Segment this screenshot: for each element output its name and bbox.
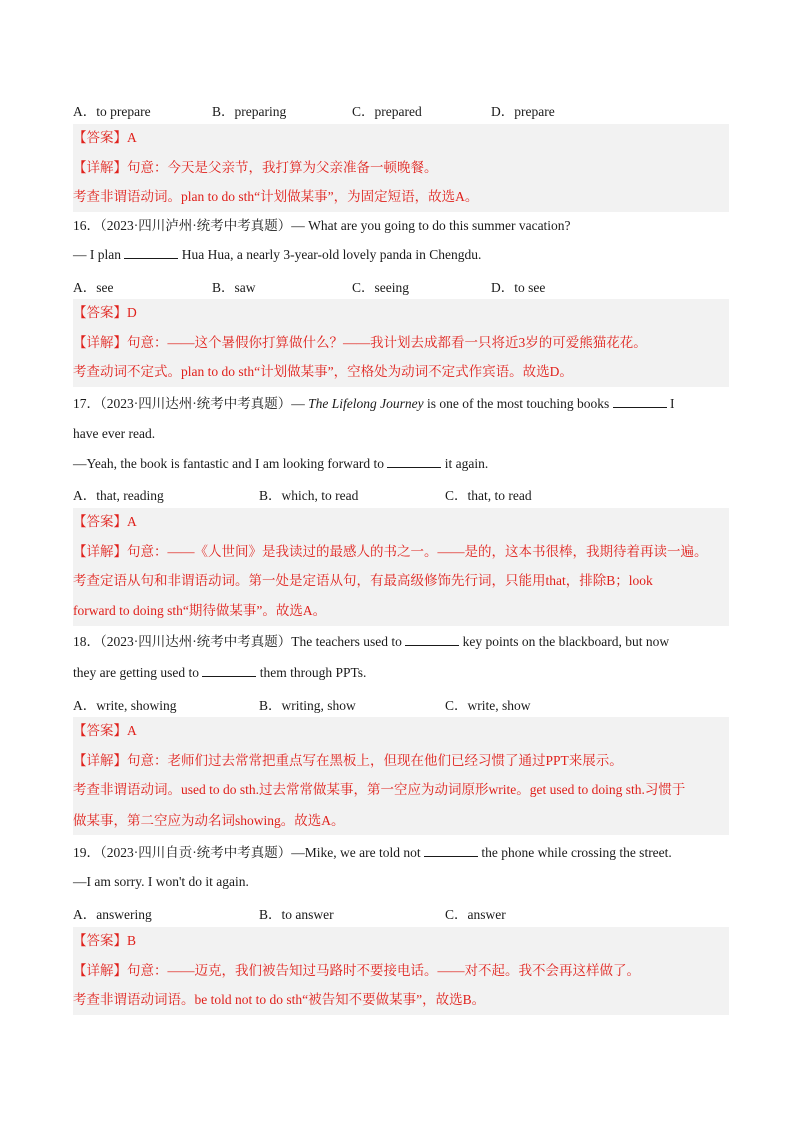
q16-stem-2 bbox=[73, 246, 481, 264]
q19-stem-2: —I am sorry. I won't do it again. bbox=[73, 874, 249, 889]
q18-stem-2 bbox=[73, 664, 366, 682]
q18-detail-1: 【详解】句意：老师们过去常常把重点写在黑板上，但现在他们已经习惯了通过PPT来展示。 bbox=[73, 753, 623, 768]
q17-detail-1: 【详解】句意：——《人世间》是我读过的最感人的书之一。——是的，这本书很棒，我期待着再读一遍。 bbox=[73, 544, 708, 559]
q15-answer: 【答案】A bbox=[73, 130, 137, 145]
q16-option-b: B．saw bbox=[212, 280, 256, 295]
q17-stem-2: have ever read. bbox=[73, 426, 156, 441]
q18-detail-3: 做某事，第二空应为动名词showing。故选A。 bbox=[73, 813, 345, 828]
q17-stem-3b: it again. bbox=[444, 456, 489, 471]
q16-detail-1: 【详解】句意：——这个暑假你打算做什么？——我计划去成都看一只将近3岁的可爱熊猫花花。 bbox=[73, 335, 647, 350]
q17-detail-2: 考查定语从句和非谓语动词。第一处是定语从句，有最高级修饰先行词，只能用that，排除B；look bbox=[73, 573, 653, 588]
q15-option-d: D．prepare bbox=[491, 104, 555, 119]
q16-stem-2b: Hua Hua, a nearly 3-year-old lovely panda in Chengdu. bbox=[181, 247, 482, 262]
q18-stem-1a: 18．（2023·四川达州·统考中考真题）The teachers used to bbox=[73, 634, 402, 649]
q17-stem-3 bbox=[73, 455, 488, 473]
q17-blank-2 bbox=[387, 455, 441, 468]
q15-option-b: B．preparing bbox=[212, 104, 287, 119]
q16-blank bbox=[124, 246, 178, 259]
q17-answer: 【答案】A bbox=[73, 514, 137, 529]
q16-answer: 【答案】D bbox=[73, 305, 137, 320]
q15-option-c: C．prepared bbox=[352, 104, 422, 119]
q17-stem-1 bbox=[73, 395, 674, 413]
q15-option-a: A．to prepare bbox=[73, 104, 151, 119]
q17-stem-3a: —Yeah, the book is fantastic and I am looking forward to bbox=[73, 456, 384, 471]
q16-option-c: C．seeing bbox=[352, 280, 409, 295]
q16-detail-2: 考查动词不定式。plan to do sth“计划做某事”，空格处为动词不定式作宾语。故选D。 bbox=[73, 364, 573, 379]
q18-answer: 【答案】A bbox=[73, 723, 137, 738]
q18-answer-block bbox=[73, 717, 729, 835]
q19-option-c: C．answer bbox=[445, 907, 506, 922]
q19-stem-1 bbox=[73, 844, 672, 862]
q15-detail-2: 考查非谓语动词。plan to do sth“计划做某事”，为固定短语，故选A。 bbox=[73, 189, 479, 204]
q18-stem-2a: they are getting used to bbox=[73, 665, 199, 680]
q18-stem-1b: key points on the blackboard, but now bbox=[462, 634, 670, 649]
q17-blank-1 bbox=[613, 395, 667, 408]
q17-option-c: C．that, to read bbox=[445, 488, 532, 503]
q18-stem-2b: them through PPTs. bbox=[259, 665, 367, 680]
q17-book-title: The Lifelong Journey bbox=[308, 396, 424, 411]
q19-option-a: A．answering bbox=[73, 907, 152, 922]
q17-option-a: A．that, reading bbox=[73, 488, 164, 503]
q19-detail-1: 【详解】句意：——迈克，我们被告知过马路时不要接电话。——对不起。我不会再这样做了。 bbox=[73, 963, 640, 978]
q19-answer-block bbox=[73, 927, 729, 1015]
q17-stem-1b: is one of the most touching books bbox=[426, 396, 610, 411]
q18-option-c: C．write, show bbox=[445, 698, 531, 713]
q16-option-d: D．to see bbox=[491, 280, 546, 295]
q19-answer: 【答案】B bbox=[73, 933, 137, 948]
q18-option-b: B．writing, show bbox=[259, 698, 356, 713]
q16-answer-block bbox=[73, 299, 729, 387]
q16-options bbox=[73, 276, 729, 294]
q18-blank-2 bbox=[202, 664, 256, 677]
q18-options bbox=[73, 694, 729, 712]
q18-option-a: A．write, showing bbox=[73, 698, 177, 713]
q17-options bbox=[73, 484, 729, 502]
q15-options bbox=[73, 100, 729, 118]
q15-detail-1: 【详解】句意：今天是父亲节，我打算为父亲准备一顿晚餐。 bbox=[73, 160, 438, 175]
q16-stem-2a: — I plan bbox=[73, 247, 121, 262]
q15-answer-block bbox=[73, 124, 729, 212]
q19-blank bbox=[424, 844, 478, 857]
q19-option-b: B．to answer bbox=[259, 907, 334, 922]
q18-stem-1 bbox=[73, 633, 669, 651]
q17-detail-3: forward to doing sth“期待做某事”。故选A。 bbox=[73, 603, 327, 618]
q19-stem-1b: the phone while crossing the street. bbox=[481, 845, 672, 860]
q16-option-a: A．see bbox=[73, 280, 114, 295]
q18-blank-1 bbox=[405, 633, 459, 646]
q17-stem-1c: I bbox=[669, 396, 675, 411]
q19-options bbox=[73, 903, 729, 921]
q17-answer-block bbox=[73, 508, 729, 626]
q16-stem-1: 16．（2023·四川泸州·统考中考真题）— What are you going to do this summer vacation? bbox=[73, 218, 571, 233]
q19-detail-2: 考查非谓语动词语。be told not to do sth“被告知不要做某事”，故选B。 bbox=[73, 992, 486, 1007]
q18-detail-2: 考查非谓语动词。used to do sth.过去常常做某事，第一空应为动词原形write。get used to doing sth.习惯于 bbox=[73, 782, 686, 797]
q17-stem-1a: 17．（2023·四川达州·统考中考真题）— bbox=[73, 396, 305, 411]
q17-option-b: B．which, to read bbox=[259, 488, 359, 503]
q19-stem-1a: 19．（2023·四川自贡·统考中考真题）—Mike, we are told not bbox=[73, 845, 421, 860]
